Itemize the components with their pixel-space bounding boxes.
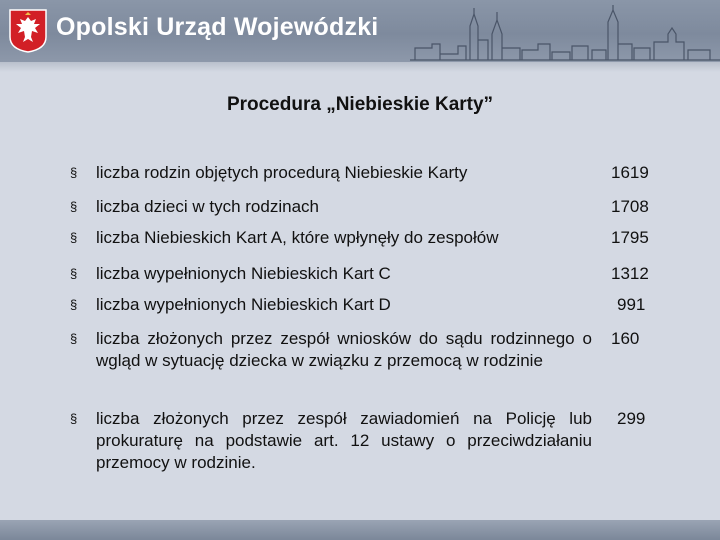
bullet-icon: § bbox=[70, 331, 78, 346]
item-label: liczba dzieci w tych rodzinach bbox=[96, 197, 319, 216]
item-label: liczba wypełnionych Niebieskich Kart D bbox=[96, 295, 391, 314]
bullet-icon: § bbox=[70, 411, 78, 426]
item-label: liczba Niebieskich Kart A, które wpłynęły do zespołów bbox=[96, 228, 499, 247]
item-value: 299 bbox=[617, 409, 646, 428]
footer-bar bbox=[0, 520, 720, 540]
bullet-icon: § bbox=[70, 297, 78, 312]
bullet-icon: § bbox=[70, 230, 78, 245]
header-title: Opolski Urząd Wojewódzki bbox=[56, 13, 379, 41]
item-value: 1312 bbox=[611, 264, 649, 283]
item-label: liczba złożonych przez zespół wniosków do sądu rodzinnego o wgląd w sytuację dziecka w związku z przemocą w rodzinie bbox=[96, 329, 592, 370]
header-bar bbox=[0, 0, 720, 62]
bullet-icon: § bbox=[70, 266, 78, 281]
item-value: 1795 bbox=[611, 228, 649, 247]
polish-eagle-emblem-icon bbox=[9, 9, 47, 53]
header-divider bbox=[0, 62, 720, 72]
item-value: 160 bbox=[611, 329, 640, 348]
slide-title: Procedura „Niebieskie Karty” bbox=[226, 94, 494, 115]
item-value: 1619 bbox=[611, 163, 649, 182]
item-label: liczba wypełnionych Niebieskich Kart C bbox=[96, 264, 391, 283]
bullet-icon: § bbox=[70, 165, 78, 180]
item-label: liczba złożonych przez zespół zawiadomień na Policję lub prokuraturę na podstawie art. 12 ustawy o przeciwdziałaniu przemocy w rodzinie. bbox=[96, 409, 592, 472]
item-value: 1708 bbox=[611, 197, 649, 216]
city-skyline-icon bbox=[410, 4, 720, 62]
item-label: liczba rodzin objętych procedurą Niebieskie Karty bbox=[96, 163, 468, 182]
bullet-icon: § bbox=[70, 199, 78, 214]
item-value: 991 bbox=[617, 295, 646, 314]
